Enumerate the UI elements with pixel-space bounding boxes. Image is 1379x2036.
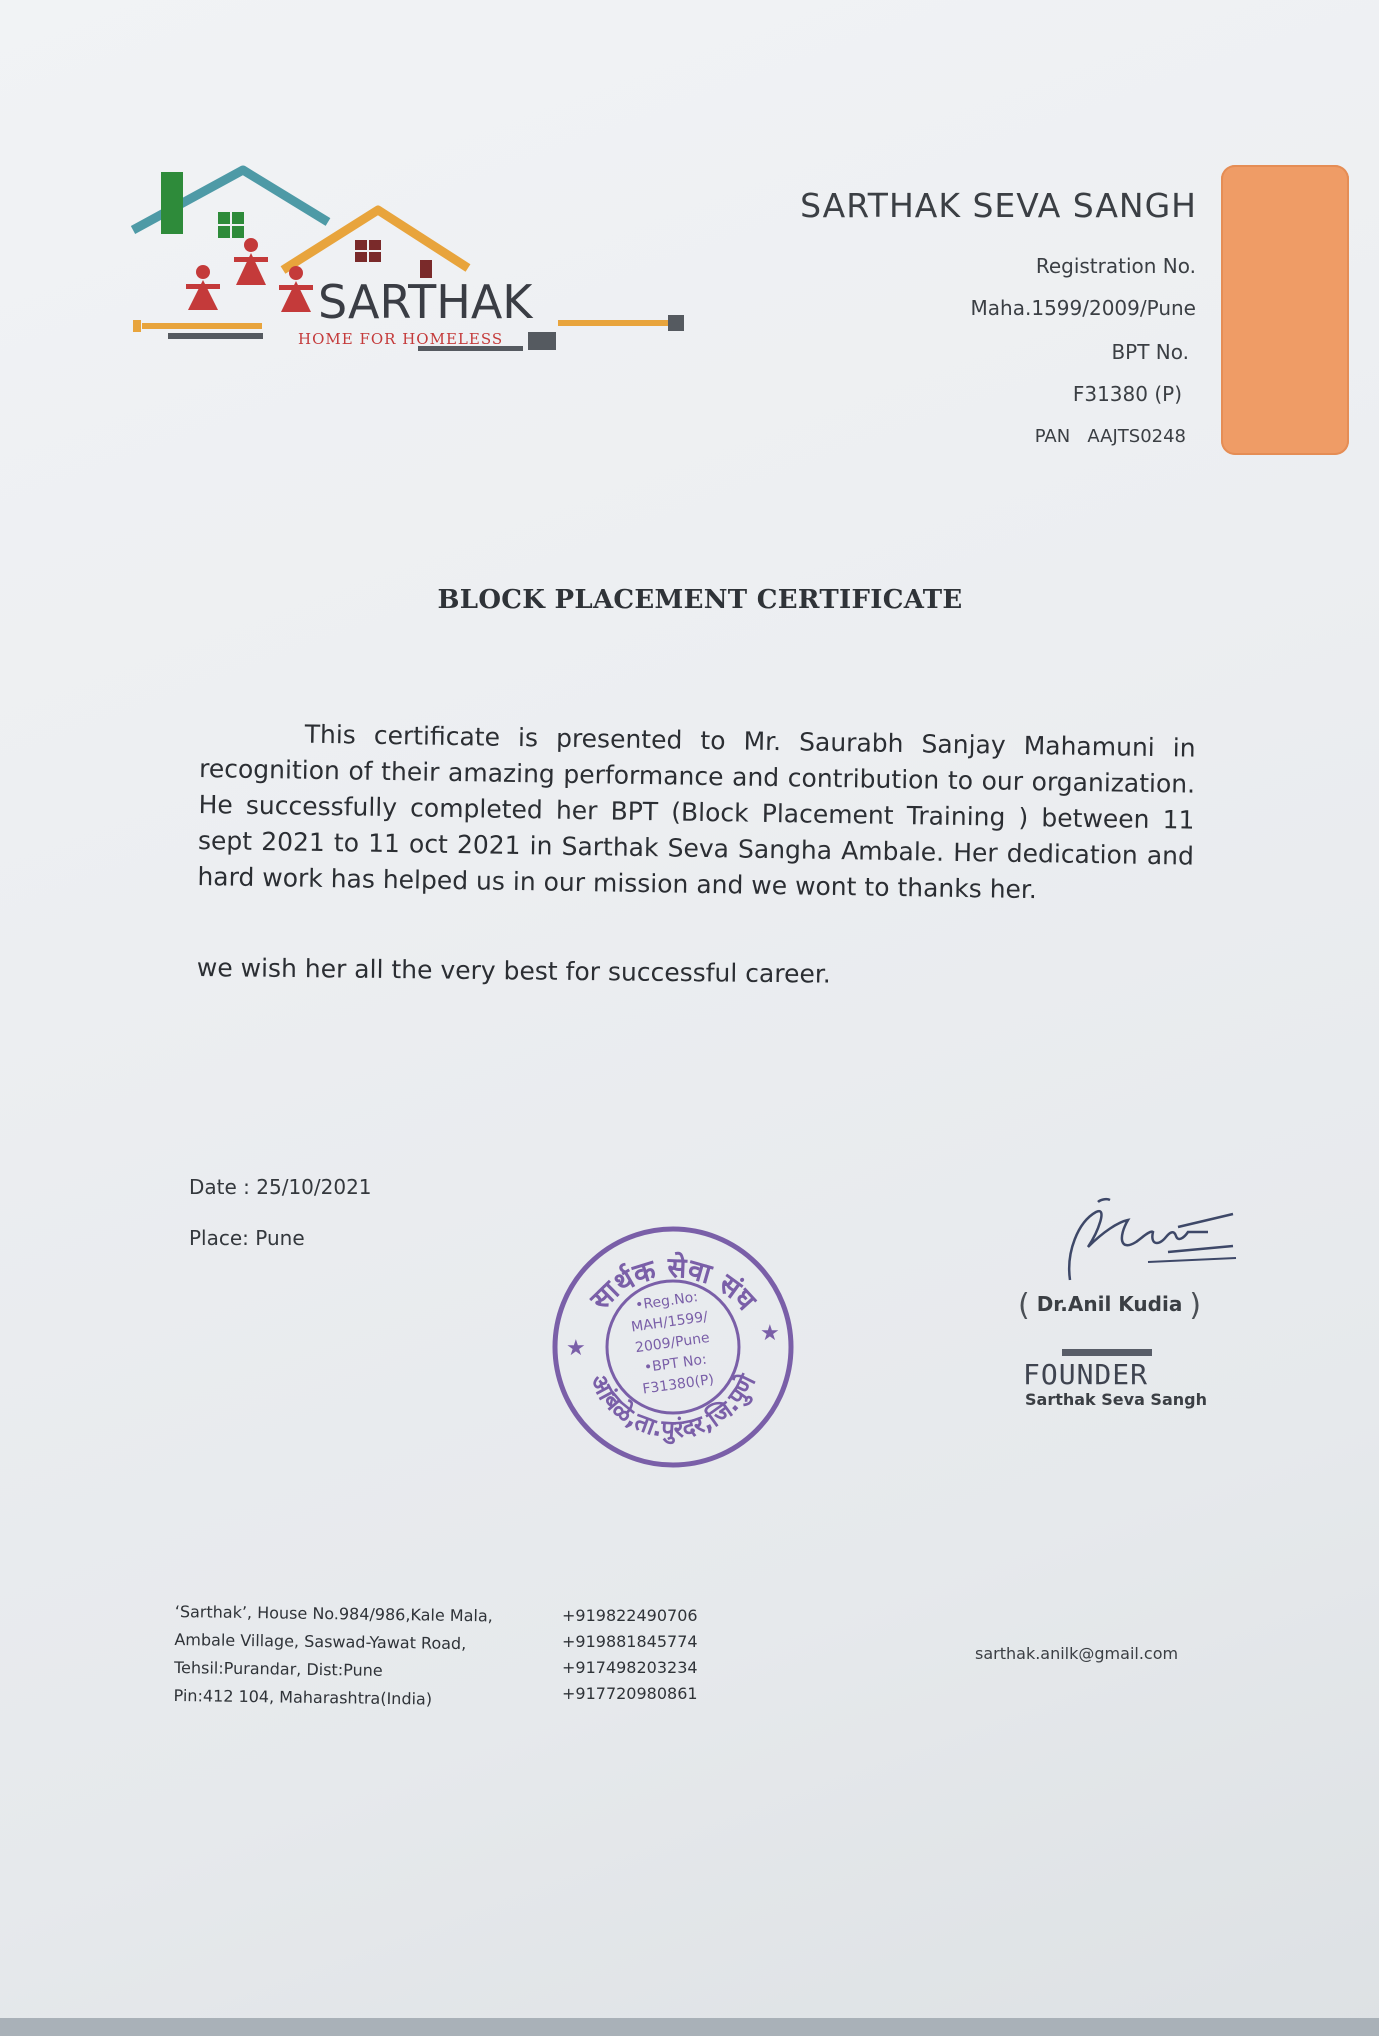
stamp-inner-line: F31380(P) xyxy=(641,1371,716,1398)
certificate-title: BLOCK PLACEMENT CERTIFICATE xyxy=(437,585,963,615)
stamp-inner-line: •Reg.No: xyxy=(634,1289,699,1314)
phone-number: +919881845774 xyxy=(562,1632,698,1651)
address-line: Pin:412 104, Maharashtra(India) xyxy=(173,1685,433,1709)
address-line: ‘Sarthak’, House No.984/986,Kale Mala, xyxy=(174,1601,493,1626)
footer-email: sarthak.anilk@gmail.com xyxy=(975,1644,1179,1663)
registration-label: Registration No. xyxy=(1035,254,1196,278)
signer-org: Sarthak Seva Sangh xyxy=(1025,1390,1207,1409)
phone-number: +917498203234 xyxy=(562,1658,698,1677)
pan-number: PAN AAJTS0248 xyxy=(1034,426,1186,447)
registration-value: Maha.1599/2009/Pune xyxy=(970,296,1196,320)
orange-corner-block xyxy=(1221,165,1349,455)
stamp-inner-line: 2009/Pune xyxy=(634,1329,711,1357)
founder-redaction-bar xyxy=(1062,1349,1152,1356)
issue-place: Place: Pune xyxy=(189,1226,305,1250)
org-name: SARTHAK SEVA SANGH xyxy=(800,186,1197,225)
issue-date: Date : 25/10/2021 xyxy=(189,1175,372,1199)
handwritten-signature xyxy=(1058,1192,1238,1292)
certificate-wish: we wish her all the very best for successful career. xyxy=(196,953,831,989)
phone-number: +919822490706 xyxy=(562,1606,698,1625)
stamp-star-right: ★ xyxy=(760,1321,780,1346)
address-line: Ambale Village, Saswad-Yawat Road, xyxy=(174,1629,467,1654)
bpt-label: BPT No. xyxy=(1111,340,1189,364)
stamp-inner-line: •BPT No: xyxy=(643,1351,708,1377)
stamp-inner-line: MAH/1599/ xyxy=(630,1308,709,1336)
signer-name-text: Dr.Anil Kudia xyxy=(1036,1292,1183,1316)
stamp-top-text: सार्थक सेवा संघ xyxy=(583,1250,763,1317)
logo-tagline: HOME FOR HOMELESS xyxy=(298,330,504,348)
sarthak-logo xyxy=(128,160,688,375)
stamp-bottom-text: आंबळे,ता.पुरंदर,जि.पुणे xyxy=(584,1369,762,1444)
bpt-value: F31380 (P) xyxy=(1072,382,1182,406)
footer-address xyxy=(173,1598,493,1714)
signer-name: ( Dr.Anil Kudia ) xyxy=(1018,1288,1202,1323)
organization-stamp xyxy=(548,1222,798,1472)
certificate-body: This certificate is presented to Mr. Saurabh Sanjay Mahamuni in recognition of their amazing performance and contribution to our organization. He successfully completed her BPT (Block Placement Training ) between 11 sept 2021 to 11 oct 2021 in Sarthak Seva Sangha Ambale. Her dedication and hard work has helped us in our mission and we wont to thanks her. xyxy=(197,719,1196,905)
logo-brand-text: SARTHAK xyxy=(318,275,533,329)
signer-title: FOUNDER xyxy=(1023,1358,1149,1391)
footer-phones xyxy=(562,1603,698,1707)
phone-number: +917720980861 xyxy=(562,1684,698,1703)
address-line: Tehsil:Purandar, Dist:Pune xyxy=(173,1657,383,1680)
stamp-star-left: ★ xyxy=(566,1336,586,1361)
